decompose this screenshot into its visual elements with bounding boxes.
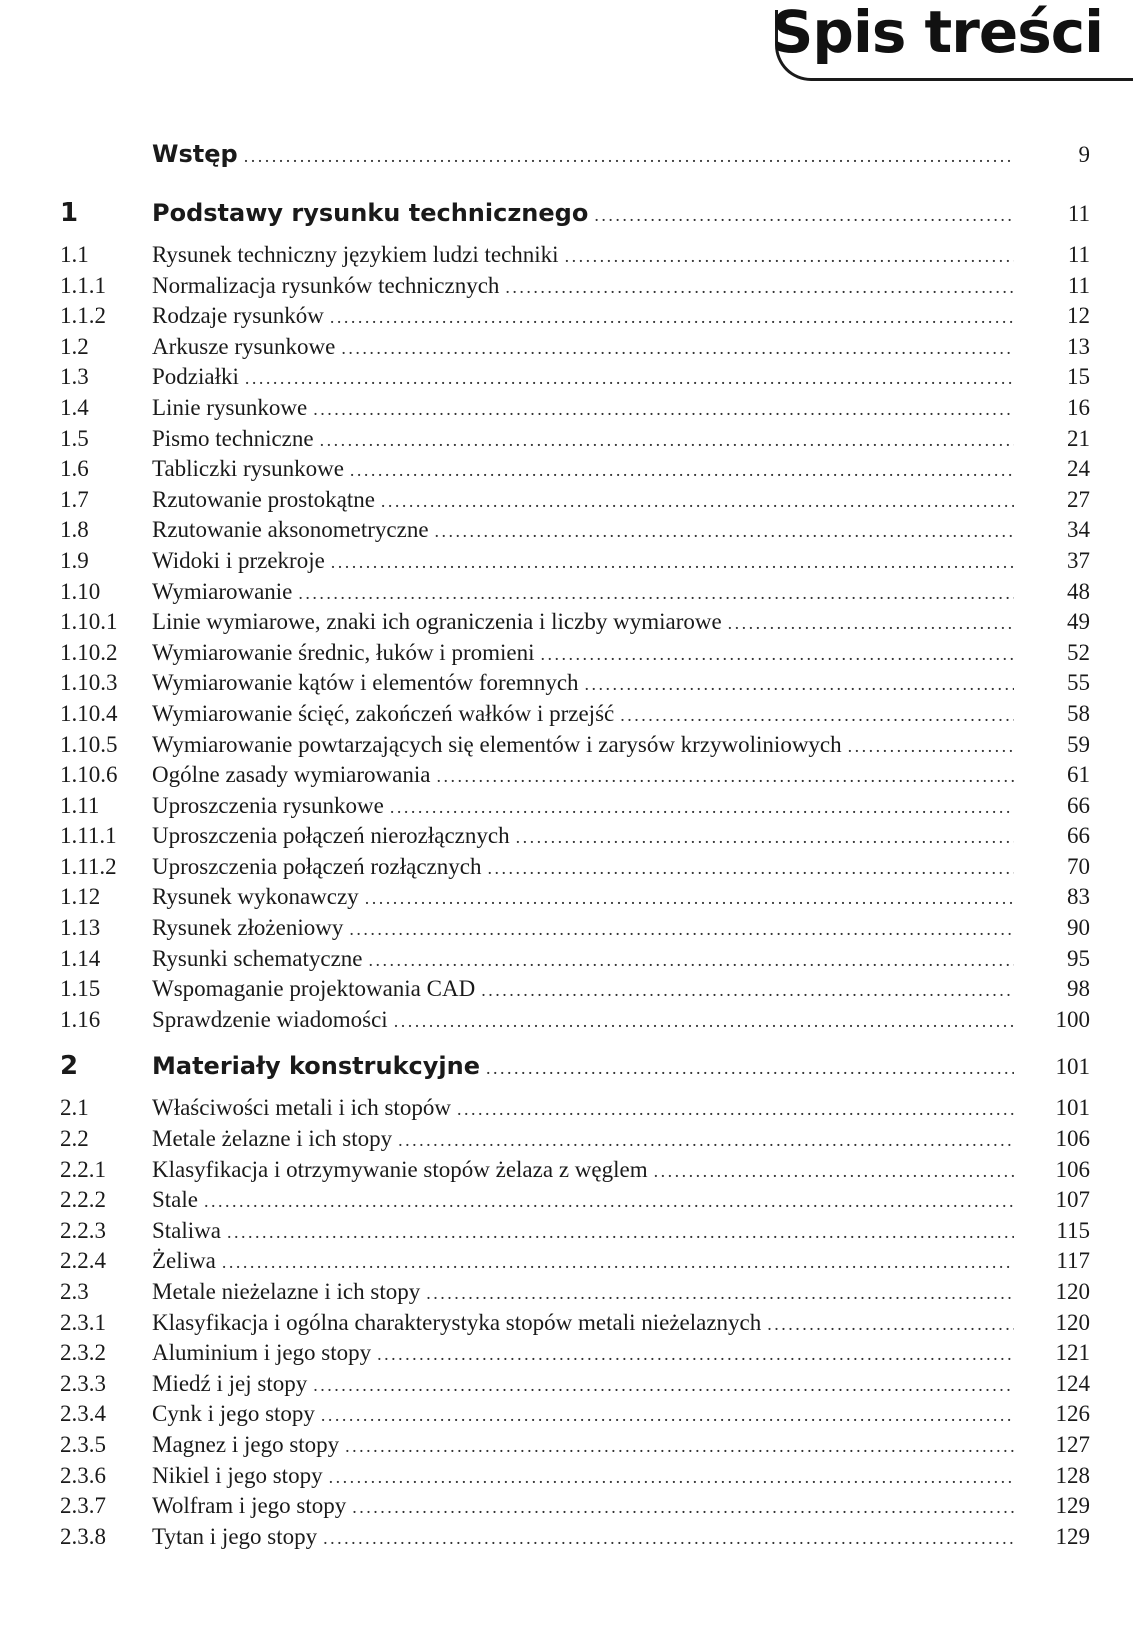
toc-page-number: 12 xyxy=(1067,303,1090,329)
toc-title-leader xyxy=(152,640,1014,666)
toc-page-number: 16 xyxy=(1067,394,1090,420)
dot-leader xyxy=(313,399,1014,420)
toc-title-leader xyxy=(152,609,1014,635)
toc-number: 1.10.4 xyxy=(60,700,118,726)
toc-title-leader xyxy=(152,1524,1014,1550)
toc-title-leader xyxy=(152,1310,1014,1336)
toc-row xyxy=(60,1340,1090,1371)
toc-page-number: 48 xyxy=(1067,578,1090,604)
toc-title-leader xyxy=(152,670,1014,696)
toc-number: 1.10.6 xyxy=(60,762,118,788)
toc-title: Pismo techniczne xyxy=(152,425,314,451)
table-of-contents xyxy=(60,140,1090,1554)
toc-row xyxy=(60,303,1090,334)
toc-title: Żeliwa xyxy=(152,1248,216,1274)
toc-row xyxy=(60,1095,1090,1126)
toc-title-leader xyxy=(152,199,1014,227)
toc-number: 1.12 xyxy=(60,884,101,910)
toc-page-number: 83 xyxy=(1067,884,1090,910)
toc-page-number: 101 xyxy=(1055,1095,1090,1121)
toc-row xyxy=(60,517,1090,548)
toc-number: 1.11.2 xyxy=(60,853,117,879)
dot-leader xyxy=(313,1375,1014,1396)
toc-number: 1.14 xyxy=(60,945,101,971)
dot-leader xyxy=(394,1011,1014,1032)
toc-row xyxy=(60,793,1090,824)
toc-title-leader xyxy=(152,1463,1014,1489)
toc-number: 1.11.1 xyxy=(60,823,117,849)
dot-leader xyxy=(457,1099,1014,1120)
toc-title-leader xyxy=(152,395,1014,421)
toc-title: Wymiarowanie xyxy=(152,578,293,604)
toc-row xyxy=(60,823,1090,854)
toc-row xyxy=(60,1157,1090,1188)
dot-leader xyxy=(369,950,1015,971)
toc-title-leader xyxy=(152,793,1014,819)
toc-number: 2 xyxy=(60,1051,79,1082)
toc-page-number: 55 xyxy=(1067,670,1090,696)
dot-leader xyxy=(377,1344,1014,1365)
dot-leader xyxy=(435,521,1014,542)
toc-page-number: 106 xyxy=(1055,1126,1090,1152)
toc-title-leader xyxy=(152,1432,1014,1458)
toc-page-number: 100 xyxy=(1055,1006,1090,1032)
toc-title: Rysunek wykonawczy xyxy=(152,884,359,910)
toc-title: Rzutowanie aksonometryczne xyxy=(152,517,429,543)
toc-title: Wymiarowanie kątów i elementów foremnych xyxy=(152,670,579,696)
toc-chapter-row xyxy=(60,198,1090,242)
toc-title: Rysunek złożeniowy xyxy=(152,915,344,941)
toc-number: 1.2 xyxy=(60,333,89,359)
toc-title: Uproszczenia rysunkowe xyxy=(152,792,384,818)
dot-leader xyxy=(848,736,1014,757)
toc-title-leader xyxy=(152,732,1014,758)
toc-title-leader xyxy=(152,1279,1014,1305)
toc-title-leader xyxy=(152,334,1014,360)
toc-row xyxy=(60,762,1090,793)
toc-page-number: 11 xyxy=(1067,201,1090,226)
toc-title-leader xyxy=(152,1340,1014,1366)
toc-page-number: 120 xyxy=(1055,1309,1090,1335)
toc-title-leader xyxy=(152,273,1014,299)
toc-number: 1.6 xyxy=(60,456,89,482)
dot-leader xyxy=(350,460,1014,481)
toc-title-leader xyxy=(152,1371,1014,1397)
toc-title: Stale xyxy=(152,1187,198,1213)
toc-title-leader xyxy=(152,1248,1014,1274)
toc-page-number: 24 xyxy=(1067,456,1090,482)
toc-row xyxy=(60,640,1090,671)
toc-title-leader xyxy=(152,1218,1014,1244)
toc-row xyxy=(60,1279,1090,1310)
toc-number: 1.5 xyxy=(60,425,89,451)
toc-row xyxy=(60,456,1090,487)
dot-leader xyxy=(487,858,1014,879)
toc-title-leader xyxy=(152,140,1014,168)
toc-page-number: 120 xyxy=(1055,1279,1090,1304)
toc-title: Materiały konstrukcyjne xyxy=(152,1052,480,1081)
toc-chapter-row xyxy=(60,140,1090,184)
toc-row xyxy=(60,976,1090,1007)
toc-title-leader xyxy=(152,946,1014,972)
toc-number: 2.2.4 xyxy=(60,1248,106,1274)
toc-title: Wymiarowanie ścięć, zakończeń wałków i przejść xyxy=(152,700,615,726)
toc-title-leader xyxy=(152,426,1014,452)
toc-title: Wstęp xyxy=(152,140,238,168)
toc-page-number: 70 xyxy=(1067,853,1090,879)
dot-leader xyxy=(320,430,1014,451)
dot-leader xyxy=(329,1467,1014,1488)
toc-row xyxy=(60,915,1090,946)
dot-leader xyxy=(585,674,1014,695)
toc-row xyxy=(60,1126,1090,1157)
toc-title-leader xyxy=(152,1187,1014,1213)
toc-number: 2.3.8 xyxy=(60,1523,106,1549)
toc-title: Wymiarowanie powtarzających się elementów i zarysów krzywoliniowych xyxy=(152,731,842,757)
toc-page-number: 107 xyxy=(1055,1187,1090,1213)
toc-number: 2.2.2 xyxy=(60,1187,106,1213)
dot-leader xyxy=(767,1314,1014,1335)
toc-title-leader xyxy=(152,976,1014,1002)
toc-row xyxy=(60,364,1090,395)
toc-page-number: 126 xyxy=(1055,1401,1090,1427)
toc-page-number: 98 xyxy=(1067,976,1090,1002)
toc-title: Aluminium i jego stopy xyxy=(152,1340,372,1366)
toc-number: 1.10.3 xyxy=(60,670,118,696)
toc-row xyxy=(60,426,1090,457)
dot-leader xyxy=(398,1130,1014,1151)
toc-title: Normalizacja rysunków technicznych xyxy=(152,272,500,298)
toc-title: Tabliczki rysunkowe xyxy=(152,456,344,482)
toc-number: 1.8 xyxy=(60,517,89,543)
toc-title: Rysunek techniczny językiem ludzi techniki xyxy=(152,242,559,267)
toc-title: Nikiel i jego stopy xyxy=(152,1462,323,1488)
toc-page-number: 11 xyxy=(1067,242,1090,267)
dot-leader xyxy=(728,613,1014,634)
toc-title-leader xyxy=(152,579,1014,605)
toc-title-leader xyxy=(152,487,1014,513)
toc-title-leader xyxy=(152,915,1014,941)
toc-row xyxy=(60,1493,1090,1524)
toc-title: Metale żelazne i ich stopy xyxy=(152,1126,393,1152)
toc-title-leader xyxy=(152,701,1014,727)
toc-title: Podziałki xyxy=(152,364,239,390)
toc-row xyxy=(60,670,1090,701)
toc-title: Ogólne zasady wymiarowania xyxy=(152,762,431,788)
toc-title-leader xyxy=(152,884,1014,910)
toc-title: Właściwości metali i ich stopów xyxy=(152,1095,451,1121)
toc-title: Klasyfikacja i ogólna charakterystyka stopów metali nieżelaznych xyxy=(152,1309,762,1335)
toc-title: Klasyfikacja i otrzymywanie stopów żelaza z węglem xyxy=(152,1156,648,1182)
toc-title: Rodzaje rysunków xyxy=(152,303,324,329)
toc-row xyxy=(60,1218,1090,1249)
toc-title-leader xyxy=(152,1157,1014,1183)
dot-leader xyxy=(565,246,1014,267)
dot-leader xyxy=(298,583,1014,604)
toc-row xyxy=(60,334,1090,365)
toc-title-leader xyxy=(152,242,1014,268)
toc-number: 1.4 xyxy=(60,394,89,420)
toc-title-leader xyxy=(152,1493,1014,1519)
toc-title-leader xyxy=(152,1095,1014,1121)
toc-row xyxy=(60,1524,1090,1555)
toc-number: 1.13 xyxy=(60,915,101,941)
toc-page-number: 15 xyxy=(1067,364,1090,390)
toc-row xyxy=(60,548,1090,579)
toc-title: Arkusze rysunkowe xyxy=(152,333,336,359)
toc-number: 1.15 xyxy=(60,976,101,1002)
dot-leader xyxy=(331,552,1014,573)
toc-number: 1.9 xyxy=(60,547,89,573)
toc-number: 2.3.6 xyxy=(60,1462,106,1488)
toc-number: 1.1.1 xyxy=(60,272,106,298)
toc-row xyxy=(60,701,1090,732)
toc-page-number: 59 xyxy=(1067,731,1090,757)
toc-title-leader xyxy=(152,548,1014,574)
toc-title-leader xyxy=(152,364,1014,390)
toc-row xyxy=(60,1371,1090,1402)
dot-leader xyxy=(654,1161,1014,1182)
toc-row xyxy=(60,732,1090,763)
toc-row xyxy=(60,487,1090,518)
toc-page-number: 121 xyxy=(1055,1340,1090,1366)
toc-row xyxy=(60,1310,1090,1341)
toc-page-number: 9 xyxy=(1078,142,1090,167)
dot-leader xyxy=(436,766,1014,787)
toc-title: Tytan i jego stopy xyxy=(152,1523,318,1549)
toc-title-leader xyxy=(152,303,1014,329)
toc-title: Uproszczenia połączeń nierozłącznych xyxy=(152,823,510,849)
dot-leader xyxy=(323,1528,1014,1549)
dot-leader xyxy=(516,827,1014,848)
toc-number: 2.2.1 xyxy=(60,1156,106,1182)
toc-title-leader xyxy=(152,456,1014,482)
dot-leader xyxy=(481,980,1014,1001)
toc-page-number: 117 xyxy=(1056,1248,1090,1274)
toc-page-number: 58 xyxy=(1067,700,1090,726)
toc-row xyxy=(60,273,1090,304)
dot-leader xyxy=(426,1283,1014,1304)
page-header xyxy=(0,0,1133,80)
toc-page-number: 61 xyxy=(1067,762,1090,788)
toc-title-leader xyxy=(152,1007,1014,1033)
toc-row xyxy=(60,1187,1090,1218)
toc-page-number: 13 xyxy=(1067,333,1090,359)
toc-page-number: 129 xyxy=(1055,1523,1090,1549)
toc-page-number: 34 xyxy=(1067,517,1090,543)
toc-page-number: 90 xyxy=(1067,915,1090,941)
toc-row xyxy=(60,884,1090,915)
toc-page-number: 106 xyxy=(1055,1156,1090,1182)
toc-number: 2.3.3 xyxy=(60,1370,106,1396)
toc-title: Magnez i jego stopy xyxy=(152,1431,340,1457)
page-title: Spis treści xyxy=(771,0,1103,66)
dot-leader xyxy=(594,205,1014,226)
toc-title: Wymiarowanie średnic, łuków i promieni xyxy=(152,639,535,665)
toc-number: 2.1 xyxy=(60,1095,89,1121)
dot-leader xyxy=(505,277,1014,298)
toc-row xyxy=(60,242,1090,273)
dot-leader xyxy=(245,368,1014,389)
toc-title-leader xyxy=(152,1126,1014,1152)
toc-page-number: 95 xyxy=(1067,945,1090,971)
toc-title: Rzutowanie prostokątne xyxy=(152,486,375,512)
toc-title-leader xyxy=(152,823,1014,849)
toc-page-number: 49 xyxy=(1067,609,1090,635)
dot-leader xyxy=(204,1191,1014,1212)
toc-title: Wspomaganie projektowania CAD xyxy=(152,976,476,1002)
toc-number: 2.3.7 xyxy=(60,1493,106,1519)
dot-leader xyxy=(390,797,1014,818)
toc-row xyxy=(60,609,1090,640)
toc-title-leader xyxy=(152,517,1014,543)
dot-leader xyxy=(330,307,1014,328)
dot-leader xyxy=(244,146,1014,167)
toc-title-leader xyxy=(152,1401,1014,1427)
toc-number: 1.1 xyxy=(60,242,89,267)
toc-title: Metale nieżelazne i ich stopy xyxy=(152,1279,421,1304)
toc-number: 1.11 xyxy=(60,792,100,818)
dot-leader xyxy=(349,919,1014,940)
toc-row xyxy=(60,1007,1090,1038)
toc-title: Cynk i jego stopy xyxy=(152,1401,315,1427)
dot-leader xyxy=(620,705,1014,726)
toc-page-number: 21 xyxy=(1067,425,1090,451)
toc-row xyxy=(60,1432,1090,1463)
dot-leader xyxy=(341,338,1014,359)
toc-page-number: 11 xyxy=(1067,272,1090,298)
toc-title: Linie rysunkowe xyxy=(152,394,308,420)
toc-row xyxy=(60,1463,1090,1494)
toc-row xyxy=(60,579,1090,610)
toc-number: 1.10.2 xyxy=(60,639,118,665)
toc-row xyxy=(60,1248,1090,1279)
toc-number: 2.3.1 xyxy=(60,1309,106,1335)
toc-number: 1.7 xyxy=(60,486,89,512)
toc-row xyxy=(60,1401,1090,1432)
toc-row xyxy=(60,395,1090,426)
toc-number: 2.3.5 xyxy=(60,1431,106,1457)
toc-number: 1.10.1 xyxy=(60,609,118,635)
dot-leader xyxy=(381,491,1014,512)
dot-leader xyxy=(486,1058,1014,1079)
toc-page-number: 37 xyxy=(1067,547,1090,573)
toc-page-number: 115 xyxy=(1056,1217,1090,1243)
toc-page-number: 124 xyxy=(1055,1370,1090,1396)
toc-page-number: 129 xyxy=(1055,1493,1090,1519)
toc-number: 1.3 xyxy=(60,364,89,390)
toc-page-number: 52 xyxy=(1067,639,1090,665)
dot-leader xyxy=(222,1252,1014,1273)
toc-page-number: 127 xyxy=(1055,1431,1090,1457)
dot-leader xyxy=(365,888,1014,909)
dot-leader xyxy=(541,644,1015,665)
toc-number: 1.10 xyxy=(60,578,101,604)
toc-number: 2.3.2 xyxy=(60,1340,106,1366)
toc-page-number: 101 xyxy=(1055,1054,1090,1080)
toc-title: Sprawdzenie wiadomości xyxy=(152,1006,388,1032)
toc-title: Miedź i jej stopy xyxy=(152,1370,308,1396)
toc-row xyxy=(60,854,1090,885)
toc-number: 1.1.2 xyxy=(60,303,106,329)
toc-title-leader xyxy=(152,762,1014,788)
toc-title: Uproszczenia połączeń rozłącznych xyxy=(152,853,482,879)
toc-page-number: 66 xyxy=(1067,792,1090,818)
dot-leader xyxy=(345,1436,1014,1457)
dot-leader xyxy=(321,1405,1014,1426)
toc-number: 1 xyxy=(60,198,79,228)
toc-title: Linie wymiarowe, znaki ich ograniczenia i liczby wymiarowe xyxy=(152,609,722,635)
toc-title-leader xyxy=(152,854,1014,880)
dot-leader xyxy=(352,1497,1014,1518)
toc-number: 2.3.4 xyxy=(60,1401,106,1427)
toc-number: 2.2.3 xyxy=(60,1217,106,1243)
toc-title: Widoki i przekroje xyxy=(152,547,325,573)
toc-title: Staliwa xyxy=(152,1217,221,1243)
toc-title: Wolfram i jego stopy xyxy=(152,1493,347,1519)
toc-title-leader xyxy=(152,1052,1014,1080)
toc-title: Podstawy rysunku technicznego xyxy=(152,199,589,227)
toc-page-number: 27 xyxy=(1067,486,1090,512)
toc-title: Rysunki schematyczne xyxy=(152,945,363,971)
toc-number: 2.3 xyxy=(60,1279,89,1304)
toc-row xyxy=(60,946,1090,977)
toc-page-number: 66 xyxy=(1067,823,1090,849)
dot-leader xyxy=(227,1222,1014,1243)
toc-number: 1.10.5 xyxy=(60,731,118,757)
toc-number: 2.2 xyxy=(60,1126,89,1152)
toc-page-number: 128 xyxy=(1055,1462,1090,1488)
toc-number: 1.16 xyxy=(60,1006,101,1032)
toc-chapter-row xyxy=(60,1051,1090,1095)
